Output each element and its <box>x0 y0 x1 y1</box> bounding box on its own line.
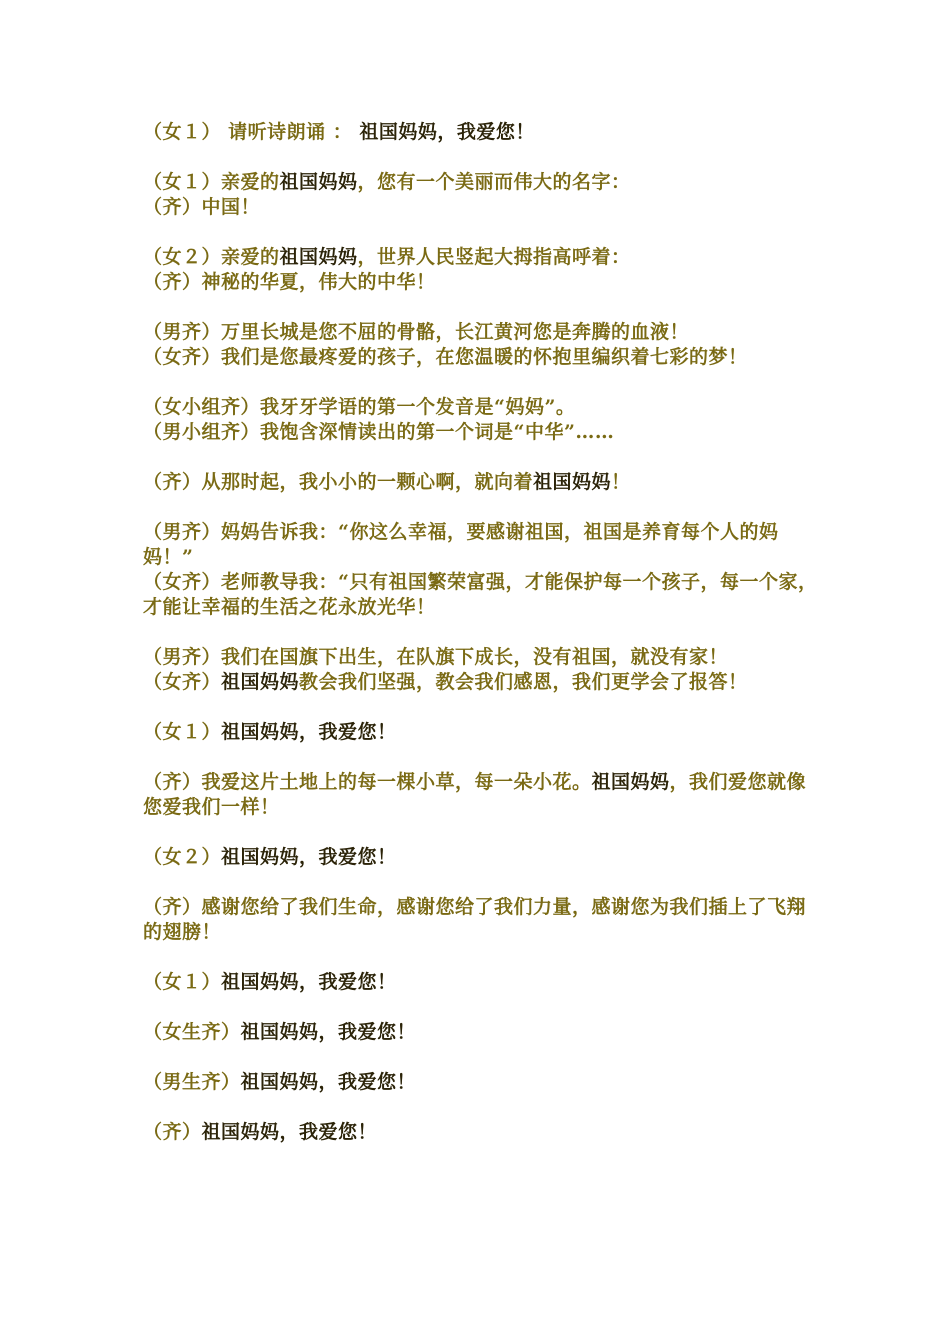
stanza <box>143 895 823 945</box>
poem-line <box>143 570 823 620</box>
poem-line <box>143 320 823 345</box>
stanza <box>143 645 823 695</box>
poem-line <box>143 1070 823 1095</box>
poem-line <box>143 645 823 670</box>
line-text: 从那时起，我小小的一颗心啊，就向着 <box>201 471 534 493</box>
line-emphasis: 祖国妈妈 <box>221 671 300 693</box>
line-text: 妈妈告诉我：“你这么幸福，要感谢祖国，祖国是养育每个人的妈妈！” <box>143 521 779 568</box>
line-emphasis: 祖国妈妈，我爱您！ <box>221 971 397 993</box>
stanza <box>143 470 823 495</box>
poem-line <box>143 720 823 745</box>
line-text: 神秘的华夏，伟大的中华！ <box>201 271 436 293</box>
poem-line <box>143 845 823 870</box>
speaker-label: （男齐） <box>143 321 222 343</box>
line-text: 我们在国旗下出生，在队旗下成长，没有祖国，就没有家！ <box>221 646 729 668</box>
stanza <box>143 120 823 145</box>
poem-line <box>143 195 823 220</box>
poem-line <box>143 395 823 420</box>
speaker-label: （齐） <box>143 1121 202 1143</box>
line-text: 请听诗朗诵 ： <box>221 121 360 143</box>
line-text-rest: ，我们爱您就像您爱我们一样！ <box>143 771 807 818</box>
line-text: 亲爱的 <box>221 171 280 193</box>
stanza <box>143 520 823 620</box>
stanza <box>143 1020 823 1045</box>
line-text-rest: 教会我们坚强，教会我们感恩，我们更学会了报答！ <box>299 671 748 693</box>
line-emphasis: 祖国妈妈 <box>591 771 670 793</box>
speaker-label: （女齐） <box>143 671 222 693</box>
stanza <box>143 245 823 295</box>
stanza <box>143 970 823 995</box>
stanza <box>143 1070 823 1095</box>
speaker-label: （齐） <box>143 471 202 493</box>
speaker-label: （女２） <box>143 846 222 868</box>
line-text-rest: ，世界人民竖起大拇指高呼着： <box>357 246 631 268</box>
stanza <box>143 720 823 745</box>
line-emphasis: 祖国妈妈，我爱您！ <box>359 121 535 143</box>
line-text-rest: ，您有一个美丽而伟大的名字： <box>357 171 631 193</box>
poem-line <box>143 270 823 295</box>
line-text: 我们是您最疼爱的孩子，在您温暖的怀抱里编织着七彩的梦！ <box>221 346 748 368</box>
stanza <box>143 395 823 445</box>
speaker-label: （女１） <box>143 721 222 743</box>
speaker-label: （女小组齐） <box>143 396 261 418</box>
poem-line <box>143 670 823 695</box>
speaker-label: （女１） <box>143 971 222 993</box>
speaker-label: （女生齐） <box>143 1021 241 1043</box>
line-text: 我饱含深情读出的第一个词是“中华”…… <box>260 421 615 443</box>
line-text: 我牙牙学语的第一个发音是“妈妈”。 <box>260 396 576 418</box>
speaker-label: （男齐） <box>143 646 222 668</box>
speaker-label: （齐） <box>143 896 202 918</box>
line-emphasis: 祖国妈妈，我爱您！ <box>221 846 397 868</box>
line-text-rest: ！ <box>611 471 631 493</box>
speaker-label: （齐） <box>143 196 202 218</box>
poem-line <box>143 1120 823 1145</box>
poem-line <box>143 970 823 995</box>
line-emphasis: 祖国妈妈 <box>533 471 612 493</box>
stanza <box>143 845 823 870</box>
stanza <box>143 770 823 820</box>
poem-line <box>143 520 823 570</box>
line-emphasis: 祖国妈妈，我爱您！ <box>240 1021 417 1043</box>
poem-line <box>143 1020 823 1045</box>
line-emphasis: 祖国妈妈，我爱您！ <box>221 721 397 743</box>
poem-line <box>143 170 823 195</box>
poem-line <box>143 345 823 370</box>
speaker-label: （男齐） <box>143 521 222 543</box>
line-emphasis: 祖国妈妈 <box>279 171 358 193</box>
speaker-label: （齐） <box>143 271 202 293</box>
speaker-label: （男小组齐） <box>143 421 261 443</box>
speaker-label: （女齐） <box>143 346 222 368</box>
poem-line <box>143 245 823 270</box>
speaker-label: （女１） <box>143 171 222 193</box>
speaker-label: （女２） <box>143 246 222 268</box>
stanza <box>143 1120 823 1145</box>
speaker-label: （男生齐） <box>143 1071 241 1093</box>
stanza <box>143 170 823 220</box>
line-text: 中国！ <box>201 196 261 218</box>
line-text: 我爱这片土地上的每一棵小草，每一朵小花。 <box>201 771 592 793</box>
poem-line <box>143 120 823 145</box>
line-emphasis: 祖国妈妈，我爱您！ <box>201 1121 378 1143</box>
line-text: 老师教导我：“只有祖国繁荣富强，才能保护每一个孩子，每一个家，才能让幸福的生活之花永放光华！ <box>143 571 818 618</box>
line-emphasis: 祖国妈妈 <box>279 246 358 268</box>
speaker-label: （女１） <box>143 121 222 143</box>
line-text: 感谢您给了我们生命，感谢您给了我们力量，感谢您为我们插上了飞翔的翅膀！ <box>143 896 807 943</box>
speaker-label: （齐） <box>143 771 202 793</box>
line-text: 万里长城是您不屈的骨骼，长江黄河您是奔腾的血液！ <box>221 321 690 343</box>
poem-line <box>143 895 823 945</box>
poem-line <box>143 470 823 495</box>
poem-line <box>143 420 823 445</box>
poem-line <box>143 770 823 820</box>
poem-document <box>143 120 823 1170</box>
stanza <box>143 320 823 370</box>
speaker-label: （女齐） <box>143 571 222 593</box>
line-text: 亲爱的 <box>221 246 280 268</box>
line-emphasis: 祖国妈妈，我爱您！ <box>240 1071 417 1093</box>
